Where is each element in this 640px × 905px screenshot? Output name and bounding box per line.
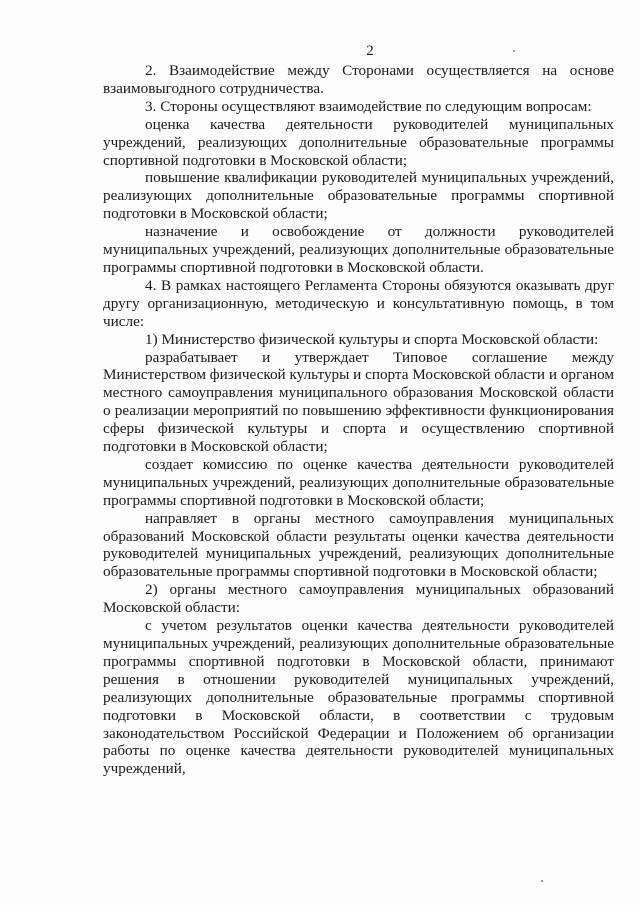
list-item-qualification: повышение квалификации руководителей муниципальных учреждений, реализующих дополнительные образовательные программы спортивной подготовки в Московской области;	[103, 169, 614, 223]
scan-speck	[513, 50, 515, 52]
ministry-duty-commission: создает комиссию по оценке качества деятельности руководителей муниципальных учреждений, реализующих дополнительные образовательные программы спортивной подготовки в Московской области;	[103, 455, 614, 509]
paragraph-2: 2. Взаимодействие между Сторонами осуществляется на основе взаимовыгодного сотрудничества.	[103, 62, 614, 97]
page-number: 2	[366, 43, 374, 59]
paragraph-3: 3. Стороны осуществляют взаимодействие по следующим вопросам:	[145, 97, 592, 115]
list-item-appointment: назначение и освобождение от должности руководителей муниципальных учреждений, реализующих дополнительные образовательные программы спортивной подготовки в Московской области.	[103, 223, 614, 276]
subitem-local-authorities: 2) органы местного самоуправления муниципальных образований Московской области:	[103, 581, 614, 617]
ministry-duty-agreement: разрабатывает и утверждает Типовое соглашение между Министерством физической культуры и спорта Московской области и органом местного самоуправления муниципального образования Московской области о реализации мероприятий по повышению эффективности функционирования сферы физической культуры и спорта и осуществлению спортивной подготовки в Московской области;	[103, 348, 614, 456]
scan-speck	[541, 880, 543, 882]
list-item-quality-assessment: оценка качества деятельности руководителей муниципальных учреждений, реализующих дополнительные образовательные программы спортивной подготовки в Московской области;	[103, 115, 614, 169]
local-authorities-decisions: с учетом результатов оценки качества деятельности руководителей муниципальных учреждений, реализующих дополнительные образовательные программы спортивной подготовки в Московской области, принимают решения в отношении руководителей муниципальных учреждений, реализующих дополнительные образовательные программы спортивной подготовки в Московской области, в соответствии с трудовым законодательством Российской Федерации и Положением об организации работы по оценке качества деятельности руководителей муниципальных учреждений,	[103, 617, 614, 778]
document-body	[103, 62, 614, 778]
subitem-ministry: 1) Министерство физической культуры и спорта Московской области:	[145, 330, 599, 348]
ministry-duty-results: направляет в органы местного самоуправления муниципальных образований Московской области результаты оценки качества деятельности руководителей муниципальных учреждений, реализующих дополнительные образовательные программы спортивной подготовки в Московской области;	[103, 509, 614, 581]
paragraph-4: 4. В рамках настоящего Регламента Стороны обязуются оказывать друг другу организационную, методическую и консультативную помощь, в том числе:	[103, 276, 614, 330]
